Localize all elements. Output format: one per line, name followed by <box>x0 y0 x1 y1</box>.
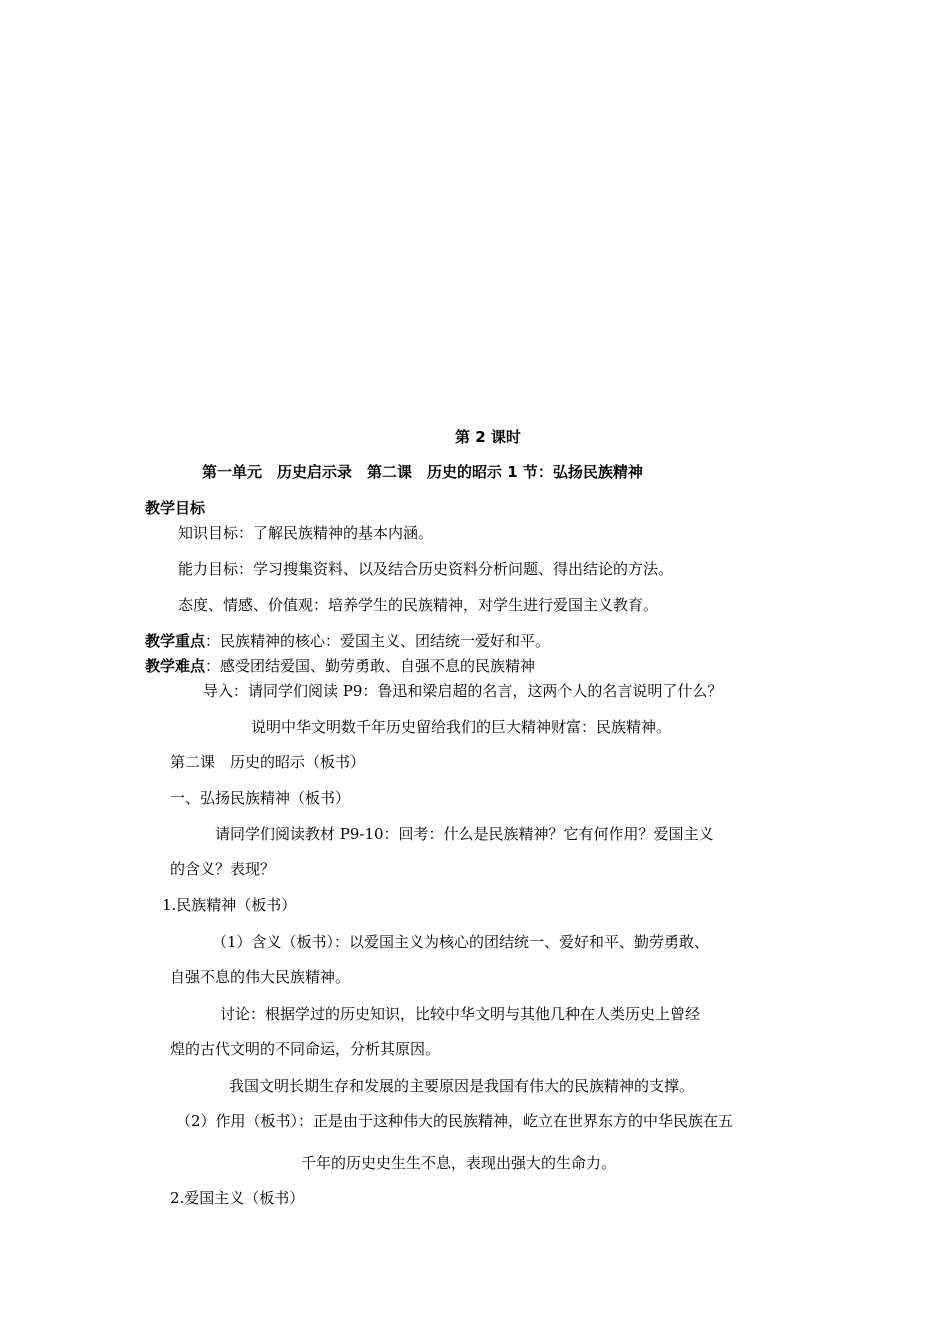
meaning-line-1: （1）含义（板书）：以爱国主义为核心的团结统一、爱好和平、勤劳勇敢、 <box>212 933 710 951</box>
lesson-board-heading: 第二课 历史的昭示（板书） <box>170 753 366 771</box>
reading-prompt-line-2: 的含义？表现？ <box>170 860 276 878</box>
difficulty <box>145 656 535 676</box>
key-point <box>145 631 550 651</box>
reason-text: 我国文明长期生存和发展的主要原因是我国有伟大的民族精神的支撑。 <box>229 1077 695 1095</box>
discussion-line-1: 讨论：根据学过的历史知识，比较中华文明与其他几种在人类历史上曾经 <box>220 1005 701 1023</box>
intro-answer: 说明中华文明数千年历史留给我们的巨大精神财富：民族精神。 <box>251 718 672 736</box>
difficulty-label: 教学难点 <box>145 657 206 675</box>
objectives-heading: 教学目标 <box>145 499 206 517</box>
item-national-spirit: 1.民族精神（板书） <box>162 896 297 914</box>
meaning-line-2: 自强不息的伟大民族精神。 <box>170 968 351 986</box>
attitude-objective: 态度、情感、价值观：培养学生的民族精神，对学生进行爱国主义教育。 <box>178 596 659 614</box>
intro-question: 导入：请同学们阅读 P9：鲁迅和梁启超的名言，这两个人的名言说明了什么？ <box>203 682 723 700</box>
key-point-label: 教学重点 <box>145 632 206 650</box>
role-line-2: 千年的历史史生生不息，表现出强大的生命力。 <box>301 1154 617 1172</box>
lesson-title: 第一单元 历史启示录 第二课 历史的昭示 1 节：弘扬民族精神 <box>202 463 643 481</box>
reading-prompt-line-1: 请同学们阅读教材 P9-10：回考：什么是民族精神？它有何作用？爱国主义 <box>215 825 714 843</box>
key-point-text: ：民族精神的核心：爱国主义、团结统一爱好和平。 <box>205 632 551 650</box>
lesson-number: 第 2 课时 <box>455 428 521 446</box>
item-patriotism: 2.爱国主义（板书） <box>170 1189 305 1207</box>
role-line-1: （2）作用（板书）：正是由于这种伟大的民族精神，屹立在世界东方的中华民族在五 <box>176 1112 734 1130</box>
difficulty-text: ：感受团结爱国、勤劳勇敢、自强不息的民族精神 <box>205 657 536 675</box>
discussion-line-2: 煌的古代文明的不同命运，分析其原因。 <box>170 1040 441 1058</box>
section-one-heading: 一、弘扬民族精神（板书） <box>170 789 351 807</box>
ability-objective: 能力目标：学习搜集资料、以及结合历史资料分析问题、得出结论的方法。 <box>178 560 674 578</box>
knowledge-objective: 知识目标：了解民族精神的基本内涵。 <box>178 524 434 542</box>
